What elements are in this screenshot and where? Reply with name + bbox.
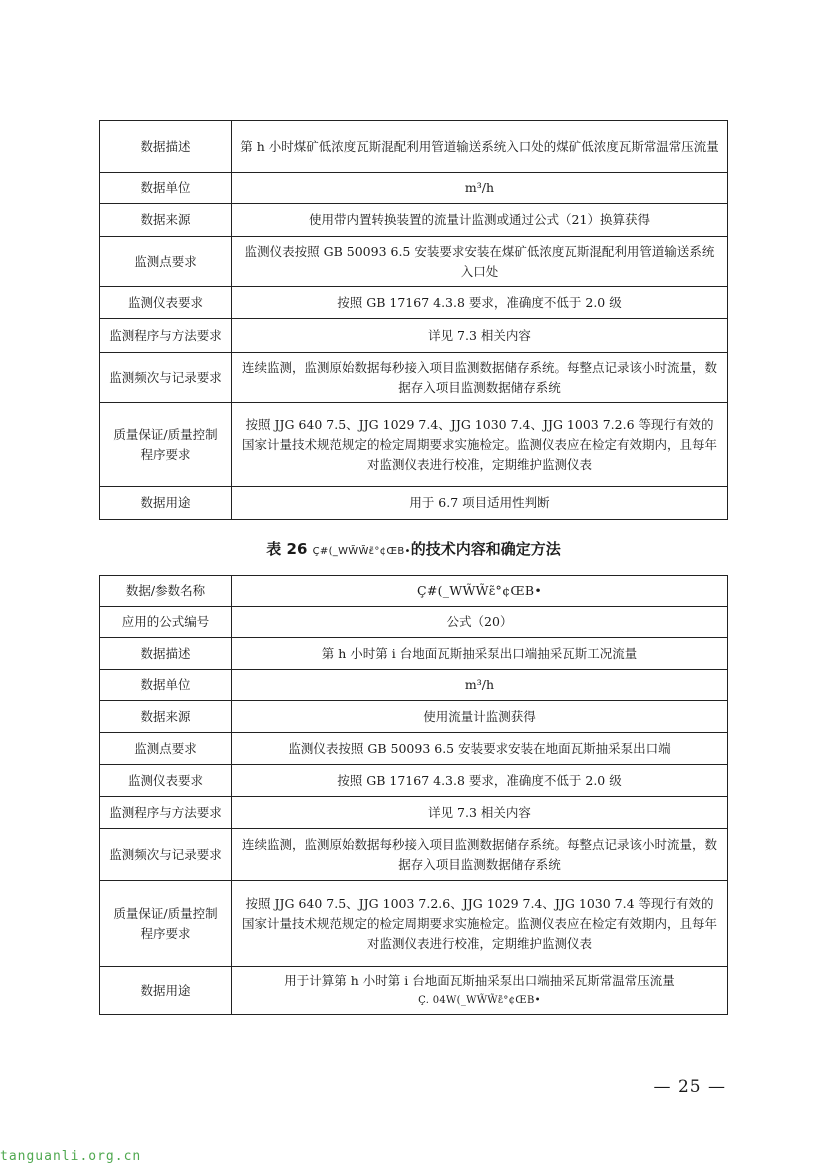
table-row xyxy=(100,121,728,173)
table-row xyxy=(100,173,728,204)
row-label: 数据来源 xyxy=(100,204,232,237)
row-value: 详见 7.3 相关内容 xyxy=(232,797,728,829)
row-label: 应用的公式编号 xyxy=(100,607,232,638)
row-value: 监测仪表按照 GB 50093 6.5 安装要求安装在煤矿低浓度瓦斯混配利用管道输送系统入口处 xyxy=(232,237,728,287)
row-value: 监测仪表按照 GB 50093 6.5 安装要求安装在地面瓦斯抽采泵出口端 xyxy=(232,733,728,765)
table-row xyxy=(100,353,728,403)
row-value: 按照 GB 17167 4.3.8 要求，准确度不低于 2.0 级 xyxy=(232,765,728,797)
row-label: 数据来源 xyxy=(100,701,232,733)
row-value: 详见 7.3 相关内容 xyxy=(232,319,728,353)
row-label: 监测点要求 xyxy=(100,733,232,765)
row-value: m³/h xyxy=(232,670,728,701)
table-caption xyxy=(99,538,728,559)
row-value: Ç#(_WW̃W̃ɛ̃°¢ŒB• xyxy=(232,576,728,607)
row-value-symbol: Ç. 04W(_WW̃W̃ɛ̃°¢ŒB• xyxy=(418,994,541,1006)
table-row xyxy=(100,797,728,829)
table-row xyxy=(100,670,728,701)
row-value: 用于 6.7 项目适用性判断 xyxy=(232,487,728,520)
monitoring-parameter-table-2 xyxy=(99,575,728,1015)
row-label: 监测仪表要求 xyxy=(100,287,232,319)
row-value: 按照 JJG 640 7.5、JJG 1003 7.2.6、JJG 1029 7.4、JJG 1030 7.4 等现行有效的国家计量技术规范规定的检定周期要求实施检定。监测仪表应在检定有效期内，且每年对监测仪表进行校准，定期维护监测仪表 xyxy=(232,881,728,967)
row-label: 数据/参数名称 xyxy=(100,576,232,607)
row-label: 数据描述 xyxy=(100,638,232,670)
row-value: 连续监测，监测原始数据每秒接入项目监测数据储存系统。每整点记录该小时流量，数据存入项目监测数据储存系统 xyxy=(232,353,728,403)
table-row xyxy=(100,701,728,733)
row-value: 第 h 小时第 i 台地面瓦斯抽采泵出口端抽采瓦斯工况流量 xyxy=(232,638,728,670)
caption-suffix: 的技术内容和确定方法 xyxy=(410,540,561,558)
row-value: 连续监测，监测原始数据每秒接入项目监测数据储存系统。每整点记录该小时流量，数据存入项目监测数据储存系统 xyxy=(232,829,728,881)
row-label: 监测程序与方法要求 xyxy=(100,319,232,353)
table-row xyxy=(100,733,728,765)
row-label: 质量保证/质量控制程序要求 xyxy=(100,403,232,487)
row-value: 使用流量计监测获得 xyxy=(232,701,728,733)
page-number: — 25 — xyxy=(653,1077,726,1097)
table-row xyxy=(100,204,728,237)
row-label: 监测程序与方法要求 xyxy=(100,797,232,829)
table-row xyxy=(100,638,728,670)
row-value: 按照 JJG 640 7.5、JJG 1029 7.4、JJG 1030 7.4、JJG 1003 7.2.6 等现行有效的国家计量技术规范规定的检定周期要求实施检定。监测仪表应在检定有效期内，且每年对监测仪表进行校准，定期维护监测仪表 xyxy=(232,403,728,487)
table-row xyxy=(100,403,728,487)
row-label: 数据描述 xyxy=(100,121,232,173)
row-value: 第 h 小时煤矿低浓度瓦斯混配利用管道输送系统入口处的煤矿低浓度瓦斯常温常压流量 xyxy=(232,121,728,173)
table-row xyxy=(100,765,728,797)
caption-parameter-symbol: Ç#(_WW̃W̃ɛ̃°¢ŒB• xyxy=(312,546,411,557)
row-label: 质量保证/质量控制程序要求 xyxy=(100,881,232,967)
table-row xyxy=(100,607,728,638)
table-row xyxy=(100,576,728,607)
row-value: m³/h xyxy=(232,173,728,204)
row-label: 监测频次与记录要求 xyxy=(100,353,232,403)
row-value xyxy=(232,967,728,1015)
row-label: 数据单位 xyxy=(100,173,232,204)
row-label: 监测仪表要求 xyxy=(100,765,232,797)
row-label: 监测频次与记录要求 xyxy=(100,829,232,881)
site-watermark: tanguanli.org.cn xyxy=(0,1149,142,1164)
table-row xyxy=(100,287,728,319)
row-value: 按照 GB 17167 4.3.8 要求，准确度不低于 2.0 级 xyxy=(232,287,728,319)
table-row xyxy=(100,237,728,287)
caption-prefix: 表 26 xyxy=(266,540,308,558)
row-label: 数据单位 xyxy=(100,670,232,701)
table-row xyxy=(100,829,728,881)
row-label: 数据用途 xyxy=(100,967,232,1015)
row-label: 监测点要求 xyxy=(100,237,232,287)
row-value-text: 用于计算第 h 小时第 i 台地面瓦斯抽采泵出口端抽采瓦斯常温常压流量 xyxy=(284,972,675,988)
table-row xyxy=(100,319,728,353)
table-row xyxy=(100,967,728,1015)
row-label: 数据用途 xyxy=(100,487,232,520)
row-value: 公式（20） xyxy=(232,607,728,638)
table-row xyxy=(100,487,728,520)
monitoring-parameter-table-1 xyxy=(99,120,728,520)
table-row xyxy=(100,881,728,967)
row-value: 使用带内置转换装置的流量计监测或通过公式（21）换算获得 xyxy=(232,204,728,237)
